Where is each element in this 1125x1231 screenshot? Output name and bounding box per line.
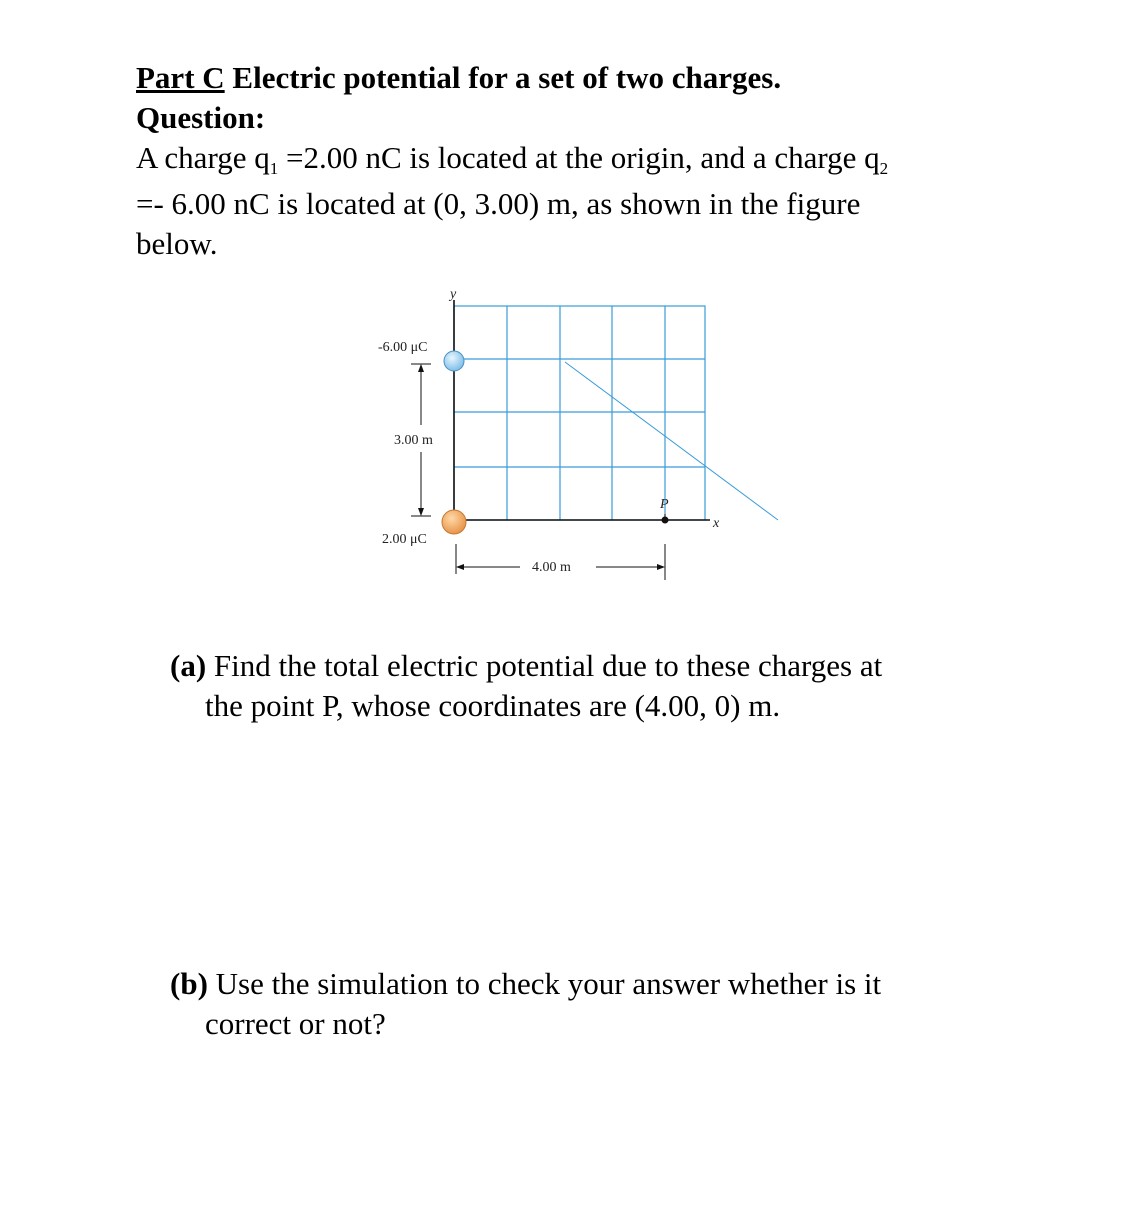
negative-charge	[444, 351, 464, 371]
grid-border	[454, 306, 705, 520]
question-b-line-2: correct or not?	[205, 1006, 386, 1041]
y-axis-label: y	[450, 287, 457, 302]
question-b-text-1: Use the simulation to check your answer whether is it	[207, 966, 882, 1001]
grid	[454, 306, 778, 520]
problem-line-3: below.	[136, 226, 218, 261]
bottom-charge-label: 2.00 μC	[382, 532, 427, 547]
question-a-line-2: the point P, whose coordinates are (4.00, 0) m.	[205, 688, 781, 723]
part-title: Electric potential for a set of two charges.	[232, 60, 782, 95]
positive-charge	[442, 510, 466, 534]
top-charge-label: -6.00 μC	[378, 340, 428, 355]
question-b-line-1	[170, 964, 881, 1004]
question-a-label: (a)	[170, 648, 207, 683]
question-a-text-1: Find the total electric potential due to these charges at	[206, 648, 883, 683]
q2-subscript: 2	[879, 159, 889, 178]
part-heading	[136, 58, 781, 98]
point-p-label: P	[660, 497, 669, 512]
problem-line-2: =- 6.00 nC is located at (0, 3.00) m, as shown in the figure	[136, 186, 861, 221]
part-label: Part C	[136, 60, 225, 95]
question-a-line-1	[170, 646, 882, 686]
question-b-label: (b)	[170, 966, 208, 1001]
diagonal-line	[565, 362, 778, 520]
x-axis-label: x	[713, 516, 720, 531]
question-label: Question:	[136, 100, 266, 135]
problem-line-1	[136, 138, 888, 178]
problem-line-1-b: =2.00 nC is located at the origin, and a charge q	[278, 140, 880, 175]
vertical-distance-label: 3.00 m	[394, 433, 433, 448]
problem-line-1-a: A charge q	[136, 140, 270, 175]
horizontal-distance-label: 4.00 m	[532, 560, 571, 575]
q1-subscript: 1	[269, 159, 279, 178]
charge-diagram	[370, 282, 790, 582]
